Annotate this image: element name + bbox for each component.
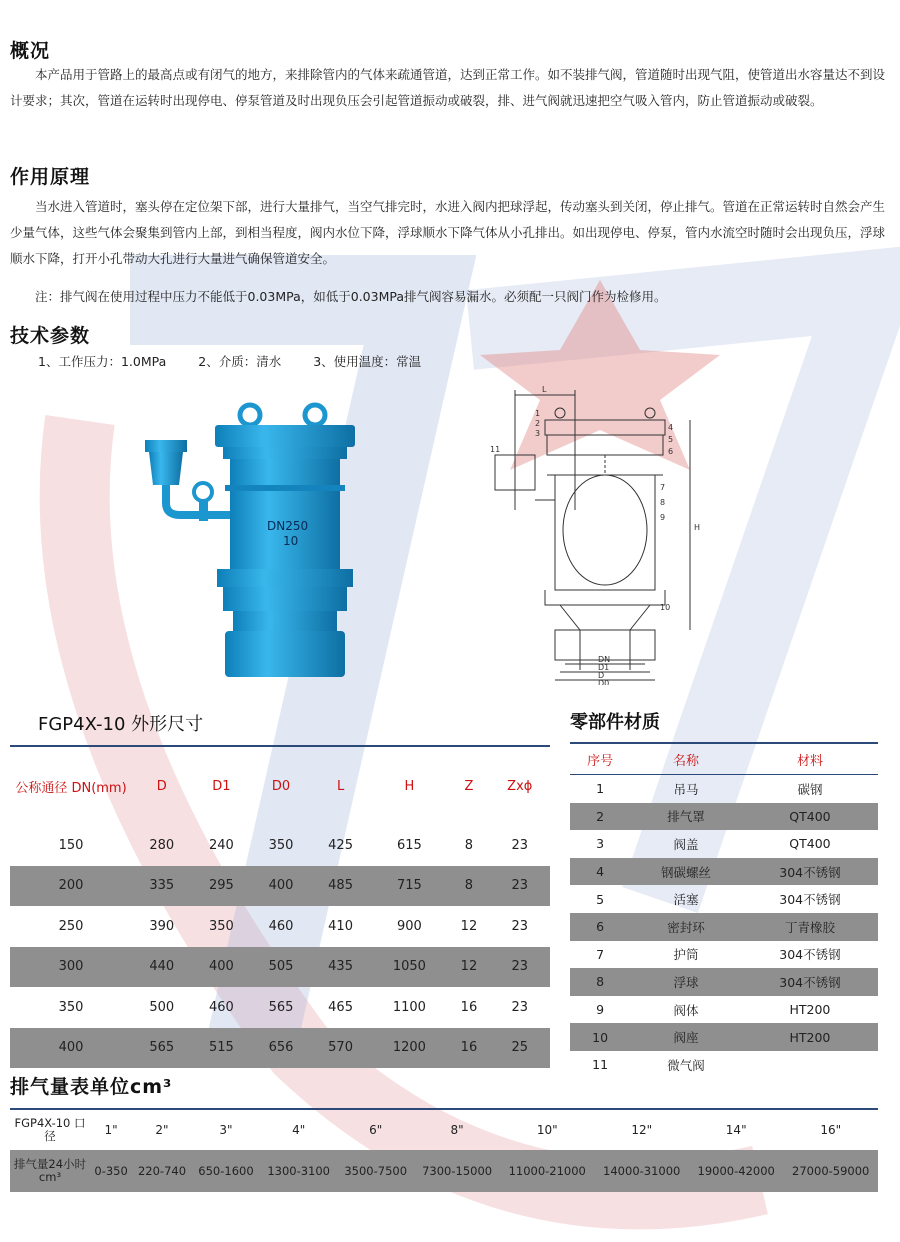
- photo-label-dn: DN250: [267, 519, 309, 533]
- table-cell: 250: [58, 918, 84, 934]
- table-cell: 1300-3100: [260, 1150, 337, 1192]
- table-cell: 515: [192, 1028, 252, 1069]
- table-row: [570, 830, 878, 858]
- table-cell: 425: [328, 837, 353, 853]
- table-cell: 27000-59000: [783, 1150, 878, 1192]
- table-row: [10, 987, 550, 1028]
- spec-pressure: 1、工作压力：1.0MPa: [38, 354, 167, 369]
- table-row: [570, 968, 878, 996]
- table-cell: 25: [490, 1028, 550, 1069]
- table-cell: 280: [149, 837, 175, 853]
- table-cell: 220-740: [132, 1150, 192, 1192]
- exhaust-volume-label: 排气量24小时 cm³: [10, 1150, 90, 1192]
- parts-header-row: [570, 743, 878, 775]
- table-row: [10, 866, 550, 907]
- table-cell: 23: [511, 918, 529, 934]
- table-cell: 3": [219, 1123, 233, 1137]
- table-cell: 23: [511, 837, 529, 853]
- drawing-label-7: 7: [660, 483, 666, 492]
- spec-medium: 2、介质：清水: [198, 354, 282, 369]
- table-cell: 排气罩: [630, 803, 742, 831]
- table-row: [10, 825, 550, 866]
- table-cell: 440: [132, 947, 192, 988]
- parts-header-no: 序号: [570, 743, 630, 775]
- table-cell: 8: [448, 866, 489, 907]
- table-cell: 23: [511, 999, 529, 1015]
- table-cell: 350: [268, 837, 294, 853]
- drawing-label-4: 4: [668, 423, 674, 432]
- dims-table-title: FGP4X-10 外形尺寸: [38, 714, 204, 735]
- drawing-label-d: D: [598, 671, 605, 680]
- drawing-label-l: L: [542, 385, 547, 394]
- exhaust-volume-table: [10, 1108, 878, 1192]
- table-cell: 23: [490, 947, 550, 988]
- spec-temperature: 3、使用温度：常温: [313, 354, 422, 369]
- drawing-label-8: 8: [660, 498, 666, 507]
- table-cell: 460: [208, 999, 234, 1015]
- table-cell: 密封环: [630, 913, 742, 941]
- drawing-label-5: 5: [668, 435, 674, 444]
- overview-heading: 概况: [10, 40, 51, 62]
- table-row: [570, 775, 878, 803]
- table-cell: 丁青橡胶: [742, 913, 878, 941]
- table-cell: 19000-42000: [689, 1150, 783, 1192]
- table-cell: 304不锈钢: [742, 858, 878, 886]
- table-cell: 23: [490, 866, 550, 907]
- exhaust-size-label: FGP4X-10 口径: [14, 1116, 86, 1143]
- table-cell: 3500-7500: [337, 1150, 414, 1192]
- drawing-label-2: 2: [535, 419, 541, 428]
- table-cell: 14000-31000: [594, 1150, 688, 1192]
- table-cell: QT400: [742, 803, 878, 831]
- table-cell: 浮球: [630, 968, 742, 996]
- table-cell: 碳钢: [797, 781, 823, 797]
- table-row: [10, 906, 550, 947]
- table-cell: 阀盖: [673, 836, 699, 852]
- table-cell: 9: [596, 1002, 605, 1018]
- table-cell: 400: [10, 1028, 132, 1069]
- exhaust-volume-row: [10, 1150, 878, 1192]
- table-row: [570, 885, 878, 913]
- table-row: [570, 1051, 878, 1079]
- table-cell: 吊马: [673, 781, 699, 797]
- photo-label-pn: 10: [283, 534, 299, 548]
- dimensions-table: [10, 745, 550, 1068]
- dims-header-zphi: Zxϕ: [507, 778, 533, 794]
- table-cell: 295: [192, 866, 252, 907]
- table-cell: 350: [58, 999, 84, 1015]
- table-cell: 200: [10, 866, 132, 907]
- table-cell: 4: [570, 858, 630, 886]
- table-row: [570, 1023, 878, 1051]
- table-cell: 650-1600: [192, 1150, 260, 1192]
- table-cell: 1100: [392, 999, 426, 1015]
- table-cell: 6": [369, 1123, 383, 1137]
- table-cell: 8: [464, 837, 474, 853]
- table-cell: 8": [450, 1123, 464, 1137]
- table-cell: 11: [592, 1057, 609, 1073]
- table-cell: 阀座: [630, 1023, 742, 1051]
- drawing-label-11: 11: [490, 445, 501, 454]
- table-cell: 10: [570, 1023, 630, 1051]
- dims-header-z: Z: [464, 778, 474, 794]
- table-cell: 钢碳螺丝: [630, 858, 742, 886]
- table-cell: 16": [820, 1123, 842, 1137]
- table-cell: 1200: [370, 1028, 448, 1069]
- table-cell: 400: [251, 866, 311, 907]
- table-cell: 3: [596, 836, 605, 852]
- table-cell: 900: [396, 918, 422, 934]
- dims-header-d0: D0: [271, 778, 291, 794]
- drawing-label-9: 9: [660, 513, 666, 522]
- table-cell: 304不锈钢: [779, 947, 841, 963]
- table-cell: 2: [570, 803, 630, 831]
- tech-heading: 技术参数: [10, 325, 91, 347]
- table-cell: 0-350: [90, 1150, 132, 1192]
- table-cell: 16: [448, 1028, 489, 1069]
- principle-note: 注：排气阀在使用过程中压力不能低于0.03MPa，如低于0.03MPa排气阀容易漏水。必须配一只阀门作为检修用。: [35, 289, 667, 304]
- drawing-label-d0: D0: [598, 679, 610, 685]
- table-cell: 6: [570, 913, 630, 941]
- drawing-label-10: 10: [660, 603, 671, 612]
- table-cell: 335: [132, 866, 192, 907]
- drawing-label-h: H: [694, 523, 701, 532]
- dims-header-h: H: [404, 778, 415, 794]
- table-cell: [742, 1051, 878, 1079]
- table-cell: QT400: [789, 836, 831, 852]
- spec-list: [38, 352, 449, 370]
- drawing-label-3: 3: [535, 429, 541, 438]
- table-cell: HT200: [789, 1002, 831, 1018]
- table-row: [10, 947, 550, 988]
- table-cell: 304不锈钢: [742, 968, 878, 996]
- table-cell: 4": [292, 1123, 306, 1137]
- principle-heading: 作用原理: [10, 166, 91, 188]
- table-cell: 1050: [370, 947, 448, 988]
- table-cell: 485: [311, 866, 371, 907]
- drawing-label-1: 1: [535, 409, 541, 418]
- table-row: [10, 1028, 550, 1069]
- table-row: [570, 913, 878, 941]
- table-cell: 400: [192, 947, 252, 988]
- drawing-label-6: 6: [668, 447, 674, 456]
- parts-table-title: 零部件材质: [570, 712, 660, 733]
- table-cell: 715: [370, 866, 448, 907]
- table-cell: 390: [149, 918, 175, 934]
- table-cell: 12": [631, 1123, 653, 1137]
- table-cell: 5: [596, 891, 605, 907]
- principle-text: 当水进入管道时，塞头停在定位架下部，进行大量排气，当空气排完时，水进入阀内把球浮起，传动塞头到关闭，停止排气。管道在正常运转时自然会产生少量气体，这些气体会聚集到管内上部，到相当程度，阀内水位下降，浮球顺水下降气体从小孔排出。如出现停电、停泵，管内水流空时随时会出现负压，浮球顺水下降，打开小孔带动大孔进行大量进气确保管道安全。: [10, 199, 886, 266]
- table-cell: 2": [155, 1123, 169, 1137]
- dims-header-row: [10, 746, 550, 825]
- table-cell: 12: [460, 918, 478, 934]
- table-row: [570, 996, 878, 1024]
- table-cell: 304不锈钢: [779, 892, 841, 908]
- table-cell: 300: [10, 947, 132, 988]
- table-row: [570, 858, 878, 886]
- parts-header-material: 材料: [742, 743, 878, 775]
- table-cell: 615: [396, 837, 422, 853]
- table-cell: 435: [311, 947, 371, 988]
- dims-header-d1: D1: [212, 778, 231, 794]
- table-cell: 150: [58, 837, 84, 853]
- table-cell: 570: [311, 1028, 371, 1069]
- table-cell: 活塞: [673, 892, 699, 908]
- dims-header-d: D: [156, 778, 167, 794]
- exhaust-table-title: 排气量表单位cm³: [10, 1076, 173, 1098]
- exhaust-size-row: [10, 1109, 878, 1150]
- table-cell: 656: [251, 1028, 311, 1069]
- table-cell: 7: [596, 946, 605, 962]
- table-cell: 1": [104, 1123, 118, 1137]
- table-cell: 240: [208, 837, 234, 853]
- table-cell: 7300-15000: [414, 1150, 500, 1192]
- dims-header-l: L: [336, 778, 345, 794]
- table-cell: 505: [251, 947, 311, 988]
- table-cell: 护筒: [673, 947, 699, 963]
- table-cell: 565: [132, 1028, 192, 1069]
- table-cell: 14": [725, 1123, 747, 1137]
- table-cell: 12: [448, 947, 489, 988]
- drawing-label-d1: D1: [598, 663, 610, 672]
- parts-header-name: 名称: [630, 743, 742, 775]
- table-cell: 410: [328, 918, 353, 934]
- table-cell: 500: [149, 999, 175, 1015]
- table-cell: 8: [570, 968, 630, 996]
- drawing-label-dn: DN: [598, 655, 611, 664]
- overview-text: 本产品用于管路上的最高点或有闭气的地方，来排除管内的气体来疏通管道，达到正常工作。如不装排气阀，管道随时出现气阻，使管道出水容量达不到设计要求；其次，管道在运转时出现停电、停泵管道及时出现负压会引起管道振动或破裂，排、进气阀就迅速把空气吸入管内，防止管道振动或破裂。: [10, 67, 886, 108]
- table-cell: 阀体: [673, 1002, 699, 1018]
- table-cell: 11000-21000: [500, 1150, 594, 1192]
- table-cell: HT200: [742, 1023, 878, 1051]
- table-row: [570, 941, 878, 969]
- table-cell: 1: [596, 781, 605, 797]
- table-cell: 10": [536, 1123, 558, 1137]
- table-cell: 460: [268, 918, 294, 934]
- valve-photo: [135, 395, 365, 695]
- dims-header-dn: 公称通径 DN(mm): [15, 780, 127, 796]
- table-cell: 465: [328, 999, 353, 1015]
- table-cell: 565: [268, 999, 294, 1015]
- table-cell: 16: [460, 999, 478, 1015]
- table-cell: 350: [208, 918, 234, 934]
- table-row: [570, 803, 878, 831]
- parts-materials-table: [570, 742, 878, 1079]
- valve-cross-section-drawing: [485, 380, 725, 685]
- table-cell: 微气阀: [667, 1057, 705, 1073]
